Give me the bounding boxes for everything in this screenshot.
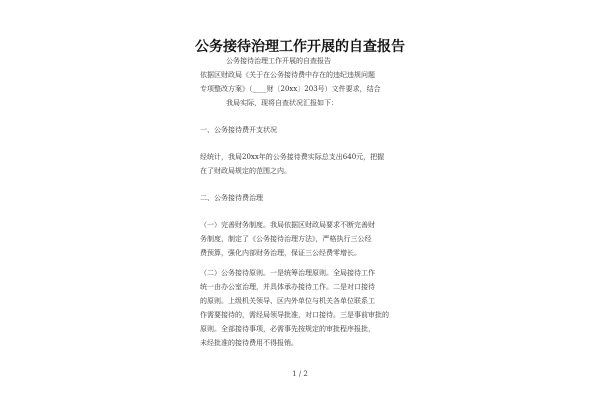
paragraph-line: 费预算，强化内部财务治理，保证三公经费零增长。 xyxy=(200,249,361,257)
paragraph-line: 务制度，制定了《公务接待治理方法》，严格执行三公经 xyxy=(200,235,372,243)
paragraph-line: 的原则。上级机关领导、区内外单位与机关各单位联系工 xyxy=(200,297,375,305)
paragraph-line: 我局实际，现将自查状况汇报如下： xyxy=(226,99,338,107)
paragraph-line: 作需要接待的，需经局领导批准，对口接待。三是事前审批的 xyxy=(200,311,389,319)
paragraph-line: 原则。全部接待事项，必需事先按规定的审批程序报批， xyxy=(200,325,375,333)
page-indicator: 1 / 2 xyxy=(292,370,308,378)
subtitle-line: 公务接待治理工作开展的自查报告 xyxy=(226,57,331,65)
paragraph-line: 依据区财政局《关于在公务接待费中存在的违纪违规问题 xyxy=(200,71,375,79)
paragraph-line: 在了财政局规定的范围之内。 xyxy=(200,167,291,175)
section-heading: 一、公务接待费开支状况 xyxy=(200,126,277,134)
paragraph-line: （二）公务接待原则。一是统筹治理原则。全局接待工作 xyxy=(200,269,375,277)
paragraph-line: （一）完善财务制度。我局依据区财政局要求不断完善财 xyxy=(200,221,375,229)
paragraph-line: 未经批准的接待费用不得报销。 xyxy=(200,339,298,347)
paragraph-line: 专项整改方案》（____财〔20xx〕203号）文件要求，结合 xyxy=(200,85,381,93)
document-body xyxy=(200,54,400,350)
document-title: 公务接待治理工作开展的自查报告 xyxy=(195,39,405,55)
section-heading: 二、公务接待费治理 xyxy=(200,194,263,202)
paragraph-line: 经统计，我局20xx年的公务接待费实际总支出640元，把握 xyxy=(200,153,385,161)
paragraph-line: 统一由办公室治理，并具体承办接待工作。二是对口接待 xyxy=(200,283,375,291)
